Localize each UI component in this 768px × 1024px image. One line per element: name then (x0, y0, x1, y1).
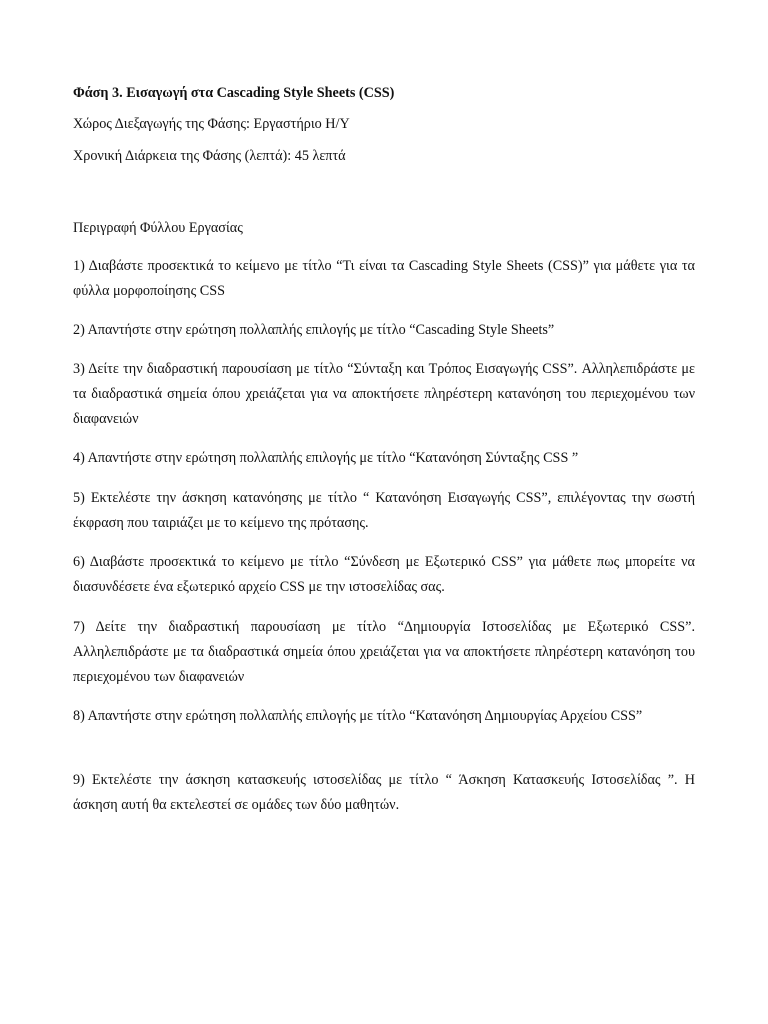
worksheet-step-2: 2) Απαντήστε στην ερώτηση πολλαπλής επιλογής με τίτλο “Cascading Style Sheets” (73, 322, 555, 338)
worksheet-step-7: 7) Δείτε την διαδραστική παρουσίαση με τίτλο “Δημιουργία Ιστοσελίδας με Εξωτερικό CSS”. Αλληλεπιδράστε με τα διαδραστικά σημεία όπου χρειάζεται για να αποκτήσετε πληρέστερη κατανόηση του περιεχομένου των διαφανειών (73, 619, 695, 685)
document-page (73, 0, 695, 1024)
worksheet-step-9: 9) Εκτελέστε την άσκηση κατασκευής ιστοσελίδας με τίτλο “ Άσκηση Κατασκευής Ιστοσελίδας ”. Η άσκηση αυτή θα εκτελεστεί σε ομάδες των δύο μαθητών. (73, 772, 695, 813)
worksheet-step-1: 1) Διαβάστε προσεκτικά το κείμενο με τίτλο “Τι είναι τα Cascading Style Sheets (CSS)” για μάθετε για τα φύλλα μορφοποίησης CSS (73, 258, 695, 299)
worksheet-step-8: 8) Απαντήστε στην ερώτηση πολλαπλής επιλογής με τίτλο “Κατανόηση Δημιουργίας Αρχείου CSS” (73, 708, 643, 724)
worksheet-step-6: 6) Διαβάστε προσεκτικά το κείμενο με τίτλο “Σύνδεση με Εξωτερικό CSS” για μάθετε πως μπορείτε να διασυνδέσετε ένα εξωτερικό αρχείο CSS με την ιστοσελίδας σας. (73, 554, 695, 595)
phase-duration: Χρονική Διάρκεια της Φάσης (λεπτά): 45 λεπτά (73, 148, 346, 164)
phase-title: Φάση 3. Εισαγωγή στα Cascading Style Sheets (CSS) (73, 85, 395, 101)
worksheet-step-5: 5) Εκτελέστε την άσκηση κατανόησης με τίτλο “ Κατανόηση Εισαγωγής CSS”, επιλέγοντας την σωστή έκφραση που ταιριάζει με το κείμενο της πρότασης. (73, 490, 695, 531)
worksheet-step-3: 3) Δείτε την διαδραστική παρουσίαση με τίτλο “Σύνταξη και Τρόπος Εισαγωγής CSS”. Αλληλεπιδράστε με τα διαδραστικά σημεία όπου χρειάζεται για να αποκτήσετε πληρέστερη κατανόηση του περιεχομένου των διαφανειών (73, 361, 695, 427)
phase-location: Χώρος Διεξαγωγής της Φάσης: Εργαστήριο Η/Υ (73, 116, 350, 132)
worksheet-section-title: Περιγραφή Φύλλου Εργασίας (73, 220, 243, 236)
worksheet-step-4: 4) Απαντήστε στην ερώτηση πολλαπλής επιλογής με τίτλο “Κατανόηση Σύνταξης CSS ” (73, 450, 579, 466)
